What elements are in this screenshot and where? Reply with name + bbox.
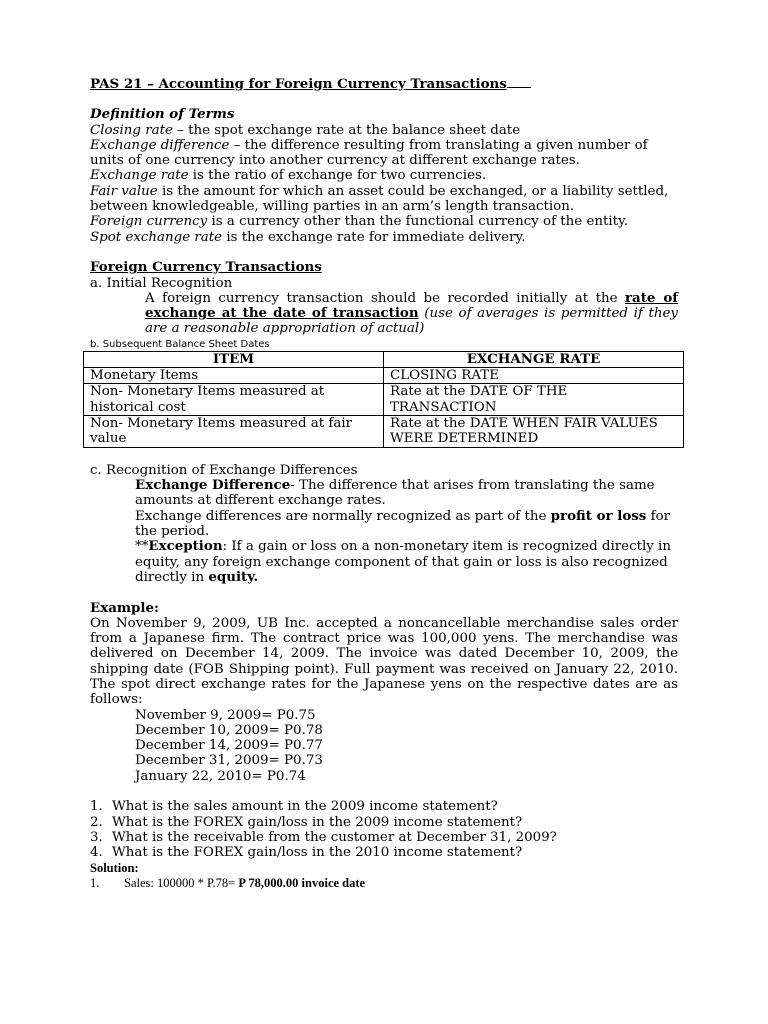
list-item: 3. What is the receivable from the customer at December 31, 2009? xyxy=(90,829,557,845)
example-text: On November 9, 2009, UB Inc. accepted a noncancellable merchandise sales order from a Japanese firm. The contract price was 100,000 yens. The merchandise was delivered on December 14, 2009. The invoice was dated December 10, 2009, the shipping date (FOB Shipping point). Full payment was received on January 22, 2010. The spot direct exchange rates for the Japanese yens on the respective dates are as follows: xyxy=(90,615,678,708)
exchange-rates-list xyxy=(90,708,678,784)
table-cell: Rate at the DATE OF THE TRANSACTION xyxy=(384,384,684,416)
exchange-differences-label: c. Recognition of Exchange Differences xyxy=(90,462,358,478)
exception-note: **Exception: If a gain or loss on a non-monetary item is recognized directly in equity, any foreign exchange component of that gain or loss is also recognized directly in equity. xyxy=(135,538,671,585)
table-cell: Non- Monetary Items measured at fair value xyxy=(84,415,384,447)
exchange-difference-definition: Exchange Difference- The difference that arises from translating the same amounts at different exchange rates. xyxy=(135,477,655,509)
table-cell: Monetary Items xyxy=(84,368,384,384)
table-header-row xyxy=(84,351,684,367)
definition-closing-rate: Closing rate – the spot exchange rate at the balance sheet date xyxy=(90,122,521,138)
table-cell: Non- Monetary Items measured at historical cost xyxy=(84,384,384,416)
table-row xyxy=(84,384,684,416)
table-row xyxy=(84,415,684,447)
table-row xyxy=(84,368,684,384)
definitions-heading: Definition of Terms xyxy=(90,106,235,123)
list-item: December 31, 2009= P0.73 xyxy=(135,753,323,769)
definition-spot-exchange-rate: Spot exchange rate is the exchange rate for immediate delivery. xyxy=(90,229,526,245)
list-item: December 10, 2009= P0.78 xyxy=(135,722,323,738)
list-item: 4. What is the FOREX gain/loss in the 2010 income statement? xyxy=(90,845,523,861)
document-page xyxy=(90,76,678,891)
example-heading: Example: xyxy=(90,599,159,616)
table-header-item: ITEM xyxy=(84,351,384,367)
transactions-heading: Foreign Currency Transactions xyxy=(90,259,322,276)
table-header-exchange-rate: EXCHANGE RATE xyxy=(384,351,684,367)
list-item: December 14, 2009= P0.77 xyxy=(135,738,323,754)
solution-line: 1. Sales: 100000 * P.78= P 78,000.00 invoice date xyxy=(90,875,366,890)
list-item: January 22, 2010= P0.74 xyxy=(135,768,306,784)
solution-heading: Solution: xyxy=(90,860,139,875)
definition-exchange-rate: Exchange rate is the ratio of exchange for two currencies. xyxy=(90,168,487,184)
exchange-differences-body xyxy=(90,478,678,585)
questions-list xyxy=(90,799,678,860)
document-title: PAS 21 – Accounting for Foreign Currency Transactions xyxy=(90,76,678,92)
definition-foreign-currency: Foreign currency is a currency other than the functional currency of the entity. xyxy=(90,214,629,230)
exchange-rate-table xyxy=(83,351,684,448)
initial-recognition-label: a. Initial Recognition xyxy=(90,275,233,291)
definition-exchange-difference: Exchange difference – the difference resulting from translating a given number of units of one currency into another currency at different exchange rates. xyxy=(90,137,648,169)
table-cell: CLOSING RATE xyxy=(384,368,684,384)
list-item: November 9, 2009= P0.75 xyxy=(135,707,316,723)
initial-recognition-text: A foreign currency transaction should be recorded initially at the rate of exchange at the date of transaction (use of averages is permitted if they are a reasonable appropriation of actual) xyxy=(145,289,679,337)
subsequent-dates-label: b. Subsequent Balance Sheet Dates xyxy=(90,338,270,350)
definition-fair-value: Fair value is the amount for which an asset could be exchanged, or a liability settled, between knowledgeable, willing parties in an arm’s length transaction. xyxy=(90,183,669,215)
table-cell: Rate at the DATE WHEN FAIR VALUES WERE DETERMINED xyxy=(384,415,684,447)
profit-loss-note: Exchange differences are normally recognized as part of the profit or loss for the period. xyxy=(135,507,671,540)
list-item: 1. What is the sales amount in the 2009 income statement? xyxy=(90,799,498,815)
list-item: 2. What is the FOREX gain/loss in the 2009 income statement? xyxy=(90,814,523,830)
